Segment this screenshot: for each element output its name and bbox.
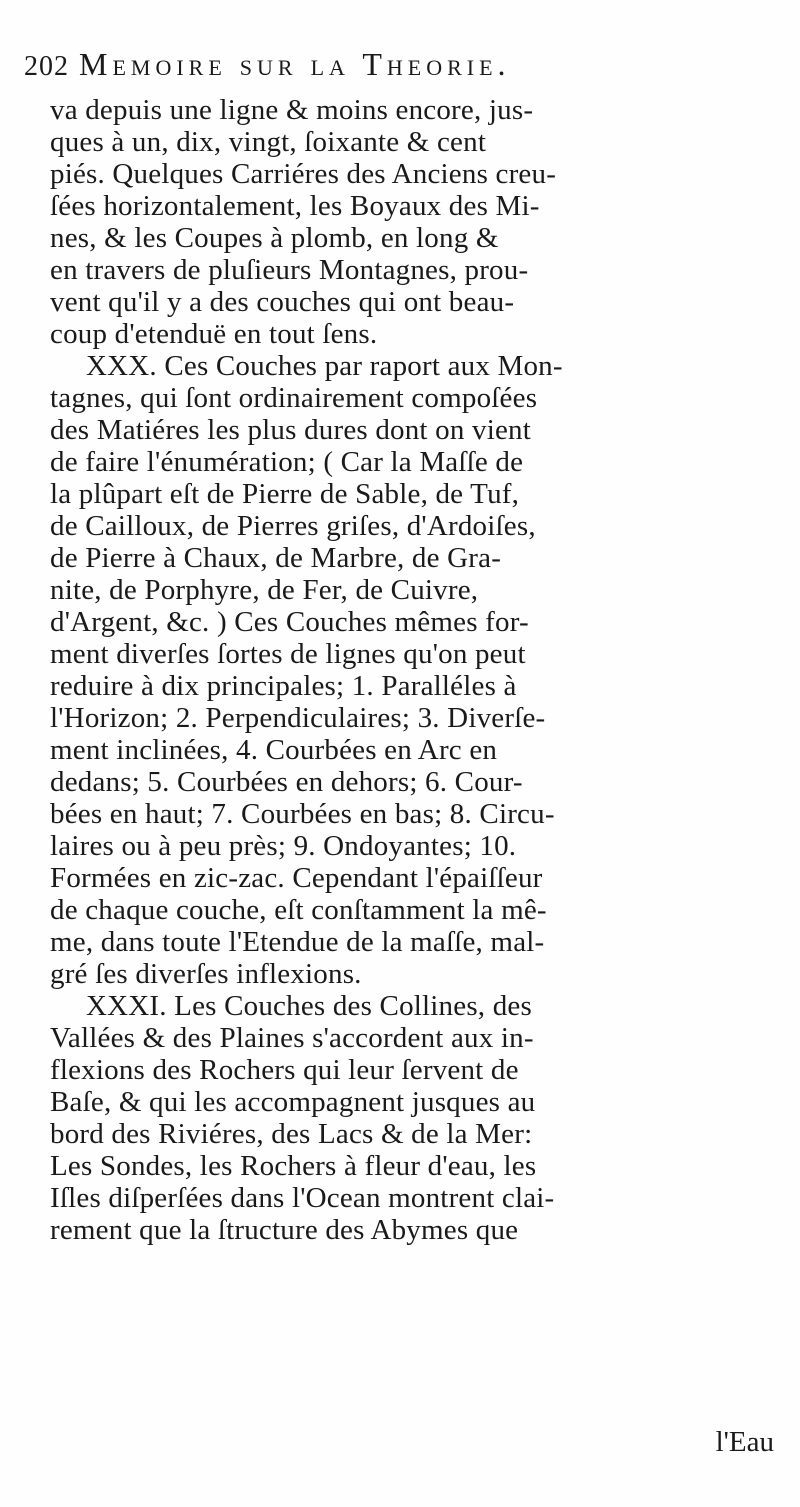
text-line: laires ou à peu près; 9. Ondoyantes; 10.	[50, 830, 517, 862]
text-line: reduire à dix principales; 1. Paralléles à	[50, 670, 517, 702]
text-line: de Cailloux, de Pierres griſes, d'Ardoiſes,	[50, 510, 536, 542]
text-line: nes, & les Coupes à plomb, en long &	[50, 222, 499, 254]
text-line: Formées en zic-zac. Cependant l'épaiſſeur	[50, 862, 543, 894]
page-header	[24, 46, 784, 86]
text-line: de chaque couche, eſt conſtamment la mê-	[50, 894, 547, 926]
text-line: piés. Quelques Carriéres des Anciens creu-	[50, 158, 557, 190]
text-line: bord des Riviéres, des Lacs & de la Mer:	[50, 1118, 533, 1150]
text-line: flexions des Rochers qui leur ſervent de	[50, 1054, 519, 1086]
text-line: nite, de Porphyre, de Fer, de Cuivre,	[50, 574, 479, 606]
text-line: tagnes, qui ſont ordinairement compoſées	[50, 382, 538, 414]
catchword: l'Eau	[715, 1426, 774, 1458]
text-line: bées en haut; 7. Courbées en bas; 8. Circu-	[50, 798, 555, 830]
text-line: des Matiéres les plus dures dont on vient	[50, 414, 531, 446]
text-line: coup d'etenduë en tout ſens.	[50, 318, 378, 350]
text-line: rement que la ſtructure des Abymes que	[50, 1214, 519, 1246]
text-line: Baſe, & qui les accompagnent jusques au	[50, 1086, 536, 1118]
body-text	[50, 94, 790, 1246]
text-line: ques à un, dix, vingt, ſoixante & cent	[50, 126, 487, 158]
text-line: ſées horizontalement, les Boyaux des Mi-	[50, 190, 540, 222]
text-line: de Pierre à Chaux, de Marbre, de Gra-	[50, 542, 502, 574]
text-line: Les Sondes, les Rochers à fleur d'eau, les	[50, 1150, 537, 1182]
running-title: Memoire sur la Theorie.	[79, 46, 511, 82]
page-number: 202	[24, 51, 69, 82]
paragraph-start-line: XXXI. Les Couches des Collines, des	[86, 990, 532, 1022]
text-line: ment diverſes ſortes de lignes qu'on peut	[50, 638, 526, 670]
text-line: gré ſes diverſes inflexions.	[50, 958, 362, 990]
paragraph-start-line: XXX. Ces Couches par raport aux Mon-	[86, 350, 563, 382]
text-line: me, dans toute l'Etendue de la maſſe, mal-	[50, 926, 545, 958]
text-line: Iſles diſperſées dans l'Ocean montrent clai-	[50, 1182, 555, 1214]
text-line: va depuis une ligne & moins encore, jus-	[50, 94, 534, 126]
text-line: de faire l'énumération; ( Car la Maſſe de	[50, 446, 524, 478]
text-line: Vallées & des Plaines s'accordent aux in-	[50, 1022, 534, 1054]
text-line: vent qu'il y a des couches qui ont beau-	[50, 286, 515, 318]
text-line: la plûpart eſt de Pierre de Sable, de Tuf,	[50, 478, 520, 510]
text-line: d'Argent, &c. ) Ces Couches mêmes for-	[50, 606, 529, 638]
text-line: l'Horizon; 2. Perpendiculaires; 3. Diverſe-	[50, 702, 546, 734]
text-line: en travers de pluſieurs Montagnes, prou-	[50, 254, 529, 286]
text-line: ment inclinées, 4. Courbées en Arc en	[50, 734, 498, 766]
text-line: dedans; 5. Courbées en dehors; 6. Cour-	[50, 766, 523, 798]
